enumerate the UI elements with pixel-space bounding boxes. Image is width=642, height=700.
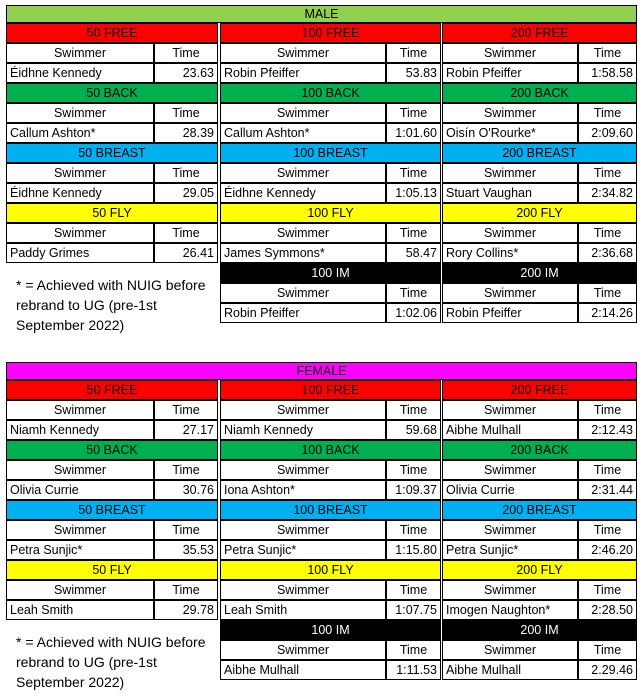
record-time: 1:07.75 — [386, 600, 441, 620]
record-time: 2:34.82 — [578, 183, 637, 203]
event-header: 50 FREE — [6, 23, 218, 43]
event-header: 50 BACK — [6, 440, 218, 460]
record-time: 58.47 — [386, 243, 441, 263]
swimmer-column-header: Swimmer — [442, 223, 578, 243]
record-time: 1:05.13 — [386, 183, 441, 203]
swimmer-column-header: Swimmer — [442, 103, 578, 123]
swimmer-column-header: Swimmer — [6, 460, 154, 480]
record-time: 27.17 — [154, 420, 218, 440]
event-header: 200 IM — [442, 263, 637, 283]
swimmer-column-header: Swimmer — [220, 400, 386, 420]
record-swimmer: Paddy Grimes — [6, 243, 154, 263]
time-column-header: Time — [386, 400, 441, 420]
swimmer-column-header: Swimmer — [220, 103, 386, 123]
record-time: 1:58.58 — [578, 63, 637, 83]
record-swimmer: Niamh Kennedy — [6, 420, 154, 440]
time-column-header: Time — [154, 103, 218, 123]
swimmer-column-header: Swimmer — [6, 400, 154, 420]
time-column-header: Time — [578, 283, 637, 303]
event-header: 100 FLY — [220, 203, 441, 223]
record-time: 2:28.50 — [578, 600, 637, 620]
swimmer-column-header: Swimmer — [442, 460, 578, 480]
event-header: 200 BREAST — [442, 500, 637, 520]
event-header: 100 BACK — [220, 440, 441, 460]
time-column-header: Time — [578, 223, 637, 243]
record-time: 30.76 — [154, 480, 218, 500]
record-time: 2:46.20 — [578, 540, 637, 560]
event-header: 200 BACK — [442, 83, 637, 103]
record-time: 29.05 — [154, 183, 218, 203]
time-column-header: Time — [578, 163, 637, 183]
time-column-header: Time — [578, 580, 637, 600]
record-swimmer: Niamh Kennedy — [220, 420, 386, 440]
time-column-header: Time — [386, 283, 441, 303]
swimmer-column-header: Swimmer — [220, 163, 386, 183]
event-header: 100 BREAST — [220, 143, 441, 163]
swimmer-column-header: Swimmer — [442, 580, 578, 600]
record-swimmer: Éidhne Kennedy — [6, 183, 154, 203]
event-header: 200 BREAST — [442, 143, 637, 163]
record-time: 2:09.60 — [578, 123, 637, 143]
swimmer-column-header: Swimmer — [220, 520, 386, 540]
time-column-header: Time — [578, 400, 637, 420]
time-column-header: Time — [154, 520, 218, 540]
event-header: 200 IM — [442, 620, 637, 640]
swimmer-column-header: Swimmer — [220, 283, 386, 303]
time-column-header: Time — [578, 640, 637, 660]
record-time: 2:36.68 — [578, 243, 637, 263]
time-column-header: Time — [154, 223, 218, 243]
time-column-header: Time — [578, 103, 637, 123]
swimmer-column-header: Swimmer — [220, 43, 386, 63]
event-header: 50 BREAST — [6, 500, 218, 520]
swimmer-column-header: Swimmer — [442, 400, 578, 420]
swimmer-column-header: Swimmer — [6, 223, 154, 243]
event-header: 200 FLY — [442, 560, 637, 580]
time-column-header: Time — [386, 580, 441, 600]
time-column-header: Time — [154, 400, 218, 420]
record-swimmer: Aibhe Mulhall — [220, 660, 386, 680]
time-column-header: Time — [386, 163, 441, 183]
record-swimmer: Callum Ashton* — [220, 123, 386, 143]
male-title: MALE — [6, 5, 637, 23]
swimmer-column-header: Swimmer — [6, 103, 154, 123]
event-header: 100 FREE — [220, 380, 441, 400]
record-swimmer: Petra Sunjic* — [6, 540, 154, 560]
event-header: 100 BACK — [220, 83, 441, 103]
record-time: 1:15.80 — [386, 540, 441, 560]
record-swimmer: Éidhne Kennedy — [220, 183, 386, 203]
time-column-header: Time — [154, 580, 218, 600]
record-time: 2:31.44 — [578, 480, 637, 500]
record-swimmer: Iona Ashton* — [220, 480, 386, 500]
event-header: 100 FREE — [220, 23, 441, 43]
swimmer-column-header: Swimmer — [6, 43, 154, 63]
record-swimmer: Leah Smith — [6, 600, 154, 620]
record-time: 26.41 — [154, 243, 218, 263]
swimmer-column-header: Swimmer — [442, 640, 578, 660]
record-swimmer: James Symmons* — [220, 243, 386, 263]
swimmer-column-header: Swimmer — [442, 163, 578, 183]
record-time: 2.29.46 — [578, 660, 637, 680]
time-column-header: Time — [154, 43, 218, 63]
swimmer-column-header: Swimmer — [6, 163, 154, 183]
event-header: 50 FREE — [6, 380, 218, 400]
record-swimmer: Imogen Naughton* — [442, 600, 578, 620]
record-swimmer: Robin Pfeiffer — [442, 63, 578, 83]
record-time: 1:11.53 — [386, 660, 441, 680]
record-swimmer: Callum Ashton* — [6, 123, 154, 143]
nuig-footnote: * = Achieved with NUIG before rebrand to UG (pre-1st September 2022) — [16, 634, 206, 690]
event-header: 200 FLY — [442, 203, 637, 223]
record-swimmer: Aibhe Mulhall — [442, 660, 578, 680]
event-header: 100 FLY — [220, 560, 441, 580]
swimmer-column-header: Swimmer — [6, 520, 154, 540]
time-column-header: Time — [578, 460, 637, 480]
time-column-header: Time — [154, 163, 218, 183]
record-time: 1:02.06 — [386, 303, 441, 323]
record-swimmer: Éidhne Kennedy — [6, 63, 154, 83]
swimmer-column-header: Swimmer — [220, 460, 386, 480]
swimmer-column-header: Swimmer — [220, 223, 386, 243]
record-swimmer: Robin Pfeiffer — [442, 303, 578, 323]
event-header: 100 BREAST — [220, 500, 441, 520]
record-swimmer: Robin Pfeiffer — [220, 63, 386, 83]
record-swimmer: Olivia Currie — [442, 480, 578, 500]
record-swimmer: Robin Pfeiffer — [220, 303, 386, 323]
record-time: 1:09.37 — [386, 480, 441, 500]
record-swimmer: Oisín O'Rourke* — [442, 123, 578, 143]
time-column-header: Time — [386, 520, 441, 540]
record-swimmer: Aibhe Mulhall — [442, 420, 578, 440]
nuig-footnote: * = Achieved with NUIG before rebrand to UG (pre-1st September 2022) — [16, 277, 206, 333]
event-header: 100 IM — [220, 620, 441, 640]
record-time: 35.53 — [154, 540, 218, 560]
record-time: 29.78 — [154, 600, 218, 620]
swimmer-column-header: Swimmer — [220, 580, 386, 600]
record-swimmer: Rory Collins* — [442, 243, 578, 263]
swimmer-column-header: Swimmer — [220, 640, 386, 660]
record-time: 23.63 — [154, 63, 218, 83]
female-title: FEMALE — [6, 362, 637, 380]
swimmer-column-header: Swimmer — [6, 580, 154, 600]
event-header: 100 IM — [220, 263, 441, 283]
time-column-header: Time — [386, 103, 441, 123]
time-column-header: Time — [386, 460, 441, 480]
record-time: 28.39 — [154, 123, 218, 143]
record-swimmer: Petra Sunjic* — [220, 540, 386, 560]
record-swimmer: Leah Smith — [220, 600, 386, 620]
record-time: 1:01.60 — [386, 123, 441, 143]
time-column-header: Time — [386, 43, 441, 63]
event-header: 50 BACK — [6, 83, 218, 103]
record-time: 2:14.26 — [578, 303, 637, 323]
event-header: 200 FREE — [442, 380, 637, 400]
time-column-header: Time — [578, 43, 637, 63]
time-column-header: Time — [578, 520, 637, 540]
record-swimmer: Olivia Currie — [6, 480, 154, 500]
event-header: 50 FLY — [6, 560, 218, 580]
event-header: 200 FREE — [442, 23, 637, 43]
swimmer-column-header: Swimmer — [442, 43, 578, 63]
swimmer-column-header: Swimmer — [442, 283, 578, 303]
event-header: 50 FLY — [6, 203, 218, 223]
swimmer-column-header: Swimmer — [442, 520, 578, 540]
record-time: 53.83 — [386, 63, 441, 83]
record-swimmer: Petra Sunjic* — [442, 540, 578, 560]
time-column-header: Time — [154, 460, 218, 480]
record-time: 2:12.43 — [578, 420, 637, 440]
time-column-header: Time — [386, 640, 441, 660]
event-header: 50 BREAST — [6, 143, 218, 163]
record-time: 59.68 — [386, 420, 441, 440]
record-swimmer: Stuart Vaughan — [442, 183, 578, 203]
event-header: 200 BACK — [442, 440, 637, 460]
time-column-header: Time — [386, 223, 441, 243]
